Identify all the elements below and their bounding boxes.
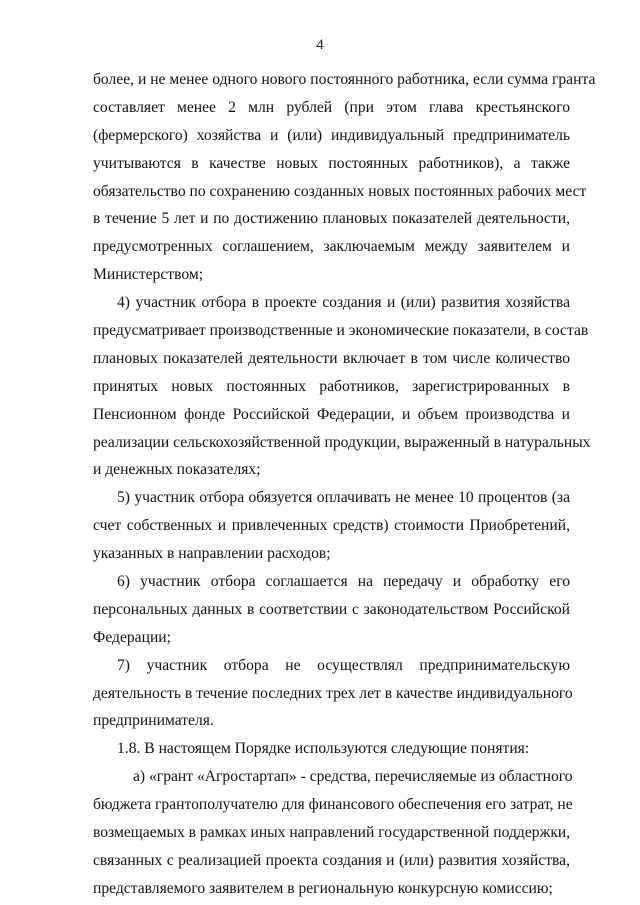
text-line: бюджета грантополучателю для финансового обеспечения его затрат, не: [93, 796, 573, 814]
list-item-4-line: 4) участник отбора в проекте создания и (или) развития хозяйства: [117, 294, 570, 312]
section-1-8-heading: 1.8. В настоящем Порядке используются следующие понятия:: [117, 740, 530, 758]
text-line: (фермерского) хозяйства и (или) индивидуальный предприниматель: [93, 126, 570, 144]
text-line: более, и не менее одного нового постоянного работника, если сумма гранта: [93, 71, 596, 88]
text-line: предпринимателя.: [93, 712, 214, 730]
text-line: составляет менее 2 млн рублей (при этом глава крестьянского: [93, 98, 570, 116]
text-line: плановых показателей деятельности включает в том числе количество: [93, 349, 570, 367]
text-line: и денежных показателях;: [93, 461, 261, 479]
text-line: связанных с реализацией проекта создания и (или) развития хозяйства,: [93, 851, 570, 869]
text-line: Пенсионном фонде Российской Федерации, и объем производства и: [93, 405, 570, 423]
list-item-5-line: 5) участник отбора обязуется оплачивать не менее 10 процентов (за: [117, 489, 570, 507]
document-body: [93, 66, 596, 903]
text-line: указанных в направлении расходов;: [93, 545, 331, 563]
text-line: предусматривает производственные и экономические показатели, в состав: [93, 322, 589, 340]
text-line: персональных данных в соответствии с законодательством Российской: [93, 600, 570, 618]
list-item-7-line: 7) участник отбора не осуществлял предпринимательскую: [117, 656, 570, 674]
list-item-6-line: 6) участник отбора соглашается на передачу и обработку его: [117, 573, 570, 591]
text-line: учитываются в качестве новых постоянных работников), а также: [93, 154, 570, 172]
text-line: представляемого заявителем в региональную конкурсную комиссию;: [93, 879, 553, 897]
text-line: деятельность в течение последних трех лет в качестве индивидуального: [93, 684, 573, 702]
text-line: обязательство по сохранению созданных новых постоянных рабочих мест: [93, 182, 587, 200]
text-line: Федерации;: [93, 628, 171, 646]
page-number: 4: [316, 37, 324, 53]
text-line: предусмотренных соглашением, заключаемым между заявителем и: [93, 238, 570, 256]
text-line: счет собственных и привлеченных средств) стоимости Приобретений,: [93, 517, 570, 535]
text-line: возмещаемых в рамках иных направлений государственной поддержки,: [93, 824, 571, 842]
text-line: принятых новых постоянных работников, зарегистрированных в: [93, 377, 570, 395]
text-line: реализации сельскохозяйственной продукции, выраженный в натуральных: [93, 433, 591, 451]
text-line: Министерством;: [93, 266, 204, 284]
definition-a-line: а) «грант «Агростартап» - средства, перечисляемые из областного: [133, 768, 573, 786]
text-line: в течение 5 лет и по достижению плановых показателей деятельности,: [93, 210, 570, 228]
